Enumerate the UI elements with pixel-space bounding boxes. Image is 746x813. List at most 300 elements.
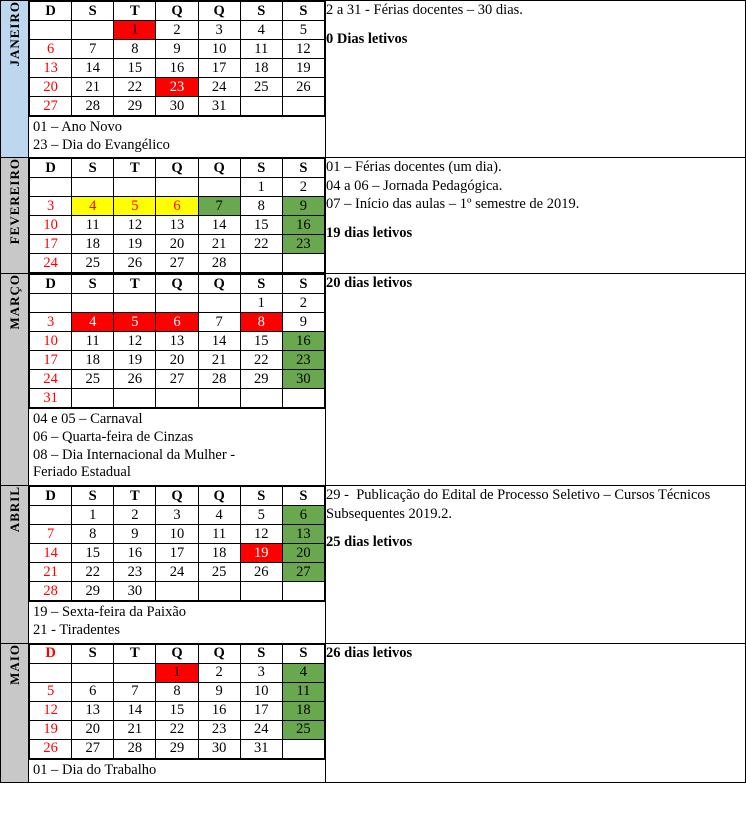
- weekday-header-0: D: [30, 2, 72, 21]
- day-cell[interactable]: 1: [114, 21, 156, 40]
- day-cell[interactable]: 7: [30, 525, 72, 544]
- day-cell[interactable]: 22: [114, 78, 156, 97]
- weekday-header-5: S: [240, 2, 282, 21]
- day-cell[interactable]: 28: [30, 582, 72, 601]
- day-cell[interactable]: 11: [72, 332, 114, 351]
- day-cell[interactable]: 10: [240, 682, 282, 701]
- day-cell[interactable]: 21: [30, 563, 72, 582]
- day-cell[interactable]: 17: [30, 351, 72, 370]
- day-cell-empty: [30, 178, 72, 197]
- day-cell[interactable]: 27: [156, 370, 198, 389]
- day-cell[interactable]: 25: [72, 370, 114, 389]
- day-cell[interactable]: 14: [30, 544, 72, 563]
- day-cell[interactable]: 26: [114, 254, 156, 273]
- day-cell[interactable]: 5: [30, 682, 72, 701]
- footer-note-line: 01 – Dia do Trabalho: [33, 761, 157, 778]
- weekday-header-4: Q: [198, 644, 240, 663]
- day-cell[interactable]: 22: [240, 235, 282, 254]
- week-row: [30, 351, 325, 370]
- day-cell[interactable]: 26: [30, 739, 72, 758]
- note-line: 2 a 31 - Férias docentes – 30 dias.: [326, 2, 523, 18]
- day-cell[interactable]: 17: [240, 701, 282, 720]
- weekday-header-4: Q: [198, 159, 240, 178]
- day-cell[interactable]: 13: [72, 701, 114, 720]
- day-cell[interactable]: 19: [282, 59, 324, 78]
- day-cell[interactable]: 1: [72, 506, 114, 525]
- day-cell-empty: [198, 389, 240, 408]
- day-cell[interactable]: 14: [72, 59, 114, 78]
- day-cell-empty: [240, 582, 282, 601]
- day-cell[interactable]: 27: [72, 739, 114, 758]
- day-cell[interactable]: 23: [114, 563, 156, 582]
- day-cell[interactable]: 27: [30, 97, 72, 116]
- day-cell[interactable]: 13: [282, 525, 324, 544]
- school-days-count: 25 dias letivos: [326, 534, 413, 551]
- day-cell[interactable]: 3: [156, 506, 198, 525]
- day-cell[interactable]: 24: [30, 254, 72, 273]
- day-cell[interactable]: 20: [30, 78, 72, 97]
- month-label-março: [1, 274, 29, 486]
- day-cell[interactable]: 7: [114, 682, 156, 701]
- day-cell[interactable]: 8: [114, 40, 156, 59]
- day-cell[interactable]: 26: [282, 78, 324, 97]
- month-label-text: ABRIL: [6, 486, 22, 533]
- day-cell[interactable]: 24: [240, 720, 282, 739]
- day-cell[interactable]: 21: [114, 720, 156, 739]
- day-cell-empty: [282, 254, 324, 273]
- week-row: [30, 739, 325, 758]
- day-cell[interactable]: 16: [114, 544, 156, 563]
- day-cell[interactable]: 26: [240, 563, 282, 582]
- school-days-count: 0 Dias letivos: [326, 30, 408, 47]
- day-cell[interactable]: 9: [156, 40, 198, 59]
- month-row: [1, 274, 746, 486]
- day-cell[interactable]: 27: [156, 254, 198, 273]
- day-cell[interactable]: 1: [240, 178, 282, 197]
- weekday-header-5: S: [240, 644, 282, 663]
- week-row: [30, 663, 325, 682]
- footer-note-line: 23 – Dia do Evangélico: [33, 136, 170, 153]
- note-line: 29 - Publicação do Edital de Processo Seletivo – Cursos Técnicos Subsequentes 2019.2.: [326, 487, 714, 522]
- day-cell[interactable]: 9: [282, 197, 324, 216]
- day-cell[interactable]: 20: [72, 720, 114, 739]
- weekday-header-3: Q: [156, 487, 198, 506]
- day-cell[interactable]: 29: [72, 582, 114, 601]
- day-cell-empty: [198, 178, 240, 197]
- day-cell[interactable]: 12: [30, 701, 72, 720]
- weekday-header-0: D: [30, 644, 72, 663]
- day-cell[interactable]: 6: [282, 506, 324, 525]
- day-cell[interactable]: 7: [198, 313, 240, 332]
- week-row: [30, 216, 325, 235]
- notes-spacer: [326, 523, 745, 533]
- day-cell-empty: [72, 21, 114, 40]
- day-cell[interactable]: 29: [240, 370, 282, 389]
- month-label-text: JANEIRO: [6, 1, 22, 67]
- day-cell-empty: [282, 739, 324, 758]
- weekday-header-2: T: [114, 275, 156, 294]
- weekday-header-4: Q: [198, 275, 240, 294]
- note-line: 01 – Férias docentes (um dia).: [326, 159, 502, 176]
- day-cell[interactable]: 28: [198, 370, 240, 389]
- day-cell-empty: [72, 294, 114, 313]
- week-row: [30, 720, 325, 739]
- week-row: [30, 682, 325, 701]
- day-cell[interactable]: 17: [30, 235, 72, 254]
- weekday-header-2: T: [114, 2, 156, 21]
- day-cell[interactable]: 14: [198, 332, 240, 351]
- day-cell[interactable]: 18: [72, 235, 114, 254]
- day-cell-empty: [30, 21, 72, 40]
- day-cell[interactable]: 17: [156, 544, 198, 563]
- day-cell[interactable]: 25: [72, 254, 114, 273]
- month-grid-cell: [29, 486, 326, 643]
- weekday-header-4: Q: [198, 2, 240, 21]
- day-cell[interactable]: 2: [282, 178, 324, 197]
- day-cell[interactable]: 30: [282, 370, 324, 389]
- day-cell[interactable]: 9: [114, 525, 156, 544]
- weekday-header-row: [30, 2, 325, 21]
- day-cell-empty: [114, 663, 156, 682]
- day-cell[interactable]: 21: [198, 351, 240, 370]
- day-cell[interactable]: 12: [240, 525, 282, 544]
- month-label-janeiro: [1, 1, 29, 158]
- week-row: [30, 544, 325, 563]
- weekday-header-0: D: [30, 275, 72, 294]
- day-cell-empty: [72, 389, 114, 408]
- day-cell[interactable]: 4: [198, 506, 240, 525]
- day-cell[interactable]: 11: [72, 216, 114, 235]
- day-cell[interactable]: 31: [240, 739, 282, 758]
- weekday-header-1: S: [72, 159, 114, 178]
- day-cell[interactable]: 22: [156, 720, 198, 739]
- day-cell-empty: [114, 389, 156, 408]
- week-row: [30, 563, 325, 582]
- day-cell[interactable]: 5: [282, 21, 324, 40]
- month-day-grid: [29, 274, 325, 408]
- month-footer-notes: [29, 408, 325, 485]
- day-cell[interactable]: 16: [156, 59, 198, 78]
- day-cell-empty: [198, 582, 240, 601]
- day-cell-empty: [282, 582, 324, 601]
- day-cell-empty: [240, 254, 282, 273]
- day-cell[interactable]: 2: [198, 663, 240, 682]
- weekday-header-1: S: [72, 644, 114, 663]
- day-cell[interactable]: 5: [114, 197, 156, 216]
- school-days-count: 19 dias letivos: [326, 225, 413, 242]
- day-cell[interactable]: 2: [114, 506, 156, 525]
- day-cell[interactable]: 16: [282, 216, 324, 235]
- day-cell[interactable]: 19: [114, 351, 156, 370]
- weekday-header-6: S: [282, 159, 324, 178]
- day-cell[interactable]: 14: [114, 701, 156, 720]
- day-cell[interactable]: 8: [72, 525, 114, 544]
- day-cell-empty: [72, 663, 114, 682]
- day-cell[interactable]: 10: [156, 525, 198, 544]
- month-label-maio: [1, 643, 29, 783]
- note-line: 04 a 06 – Jornada Pedagógica.: [326, 177, 503, 194]
- day-cell[interactable]: 20: [156, 351, 198, 370]
- week-row: [30, 197, 325, 216]
- month-day-grid: [29, 1, 325, 116]
- day-cell[interactable]: 19: [114, 235, 156, 254]
- day-cell[interactable]: 3: [30, 313, 72, 332]
- day-cell[interactable]: 25: [240, 78, 282, 97]
- week-row: [30, 370, 325, 389]
- month-notes-cell: [326, 643, 746, 783]
- day-cell[interactable]: 30: [114, 582, 156, 601]
- day-cell[interactable]: 28: [72, 97, 114, 116]
- week-row: [30, 178, 325, 197]
- day-cell[interactable]: 15: [72, 544, 114, 563]
- footer-note-line: 21 - Tiradentes: [33, 621, 120, 638]
- day-cell[interactable]: 18: [72, 351, 114, 370]
- day-cell[interactable]: 18: [282, 701, 324, 720]
- weekday-header-6: S: [282, 275, 324, 294]
- footer-note-line: 19 – Sexta-feira da Paixão: [33, 604, 187, 621]
- day-cell[interactable]: 11: [282, 682, 324, 701]
- weekday-header-6: S: [282, 487, 324, 506]
- weekday-header-5: S: [240, 487, 282, 506]
- day-cell[interactable]: 5: [240, 506, 282, 525]
- month-day-grid: [29, 158, 325, 273]
- weekday-header-0: D: [30, 159, 72, 178]
- weekday-header-row: [30, 644, 325, 663]
- day-cell[interactable]: 17: [198, 59, 240, 78]
- day-cell[interactable]: 4: [282, 663, 324, 682]
- day-cell[interactable]: 9: [198, 682, 240, 701]
- day-cell[interactable]: 3: [198, 21, 240, 40]
- notes-spacer: [326, 20, 745, 30]
- day-cell[interactable]: 1: [156, 663, 198, 682]
- footer-note-line: 06 – Quarta-feira de Cinzas: [33, 429, 194, 446]
- day-cell-empty: [114, 178, 156, 197]
- day-cell[interactable]: 27: [282, 563, 324, 582]
- week-row: [30, 313, 325, 332]
- day-cell[interactable]: 19: [30, 720, 72, 739]
- day-cell[interactable]: 11: [198, 525, 240, 544]
- school-days-count: 26 dias letivos: [326, 644, 413, 661]
- day-cell[interactable]: 10: [30, 332, 72, 351]
- day-cell-empty: [198, 294, 240, 313]
- month-row: [1, 486, 746, 643]
- week-row: [30, 294, 325, 313]
- weekday-header-row: [30, 487, 325, 506]
- day-cell[interactable]: 16: [282, 332, 324, 351]
- day-cell[interactable]: 9: [282, 313, 324, 332]
- weekday-header-2: T: [114, 159, 156, 178]
- day-cell[interactable]: 10: [198, 40, 240, 59]
- day-cell[interactable]: 19: [240, 544, 282, 563]
- day-cell-empty: [114, 294, 156, 313]
- day-cell[interactable]: 15: [240, 332, 282, 351]
- day-cell[interactable]: 8: [156, 682, 198, 701]
- day-cell[interactable]: 26: [114, 370, 156, 389]
- day-cell-empty: [30, 506, 72, 525]
- day-cell[interactable]: 16: [198, 701, 240, 720]
- day-cell[interactable]: 10: [30, 216, 72, 235]
- month-row: [1, 158, 746, 274]
- day-cell[interactable]: 25: [282, 720, 324, 739]
- note-line: 07 – Início das aulas – 1º semestre de 2019.: [326, 196, 580, 213]
- day-cell[interactable]: 7: [72, 40, 114, 59]
- day-cell[interactable]: 23: [198, 720, 240, 739]
- weekday-header-6: S: [282, 644, 324, 663]
- month-notes-cell: [326, 1, 746, 158]
- day-cell[interactable]: 2: [156, 21, 198, 40]
- day-cell-empty: [156, 178, 198, 197]
- day-cell[interactable]: 23: [282, 351, 324, 370]
- day-cell[interactable]: 6: [156, 197, 198, 216]
- day-cell[interactable]: 6: [156, 313, 198, 332]
- week-row: [30, 40, 325, 59]
- day-cell[interactable]: 29: [156, 739, 198, 758]
- weekday-header-2: T: [114, 644, 156, 663]
- week-row: [30, 235, 325, 254]
- school-days-count: 20 dias letivos: [326, 275, 413, 292]
- day-cell[interactable]: 13: [156, 332, 198, 351]
- day-cell[interactable]: 22: [240, 351, 282, 370]
- footer-note-line: 08 – Dia Internacional da Mulher -: [33, 446, 236, 463]
- day-cell[interactable]: 21: [72, 78, 114, 97]
- week-row: [30, 506, 325, 525]
- day-cell[interactable]: 30: [198, 739, 240, 758]
- day-cell[interactable]: 18: [198, 544, 240, 563]
- notes-spacer: [326, 214, 745, 224]
- month-day-grid: [29, 644, 325, 759]
- month-label-text: FEVEREIRO: [6, 158, 22, 245]
- week-row: [30, 97, 325, 116]
- day-cell[interactable]: 28: [198, 254, 240, 273]
- day-cell-empty: [72, 178, 114, 197]
- weekday-header-4: Q: [198, 487, 240, 506]
- day-cell[interactable]: 23: [282, 235, 324, 254]
- month-footer-notes: [29, 116, 325, 157]
- day-cell[interactable]: 15: [114, 59, 156, 78]
- day-cell[interactable]: 13: [156, 216, 198, 235]
- weekday-header-0: D: [30, 487, 72, 506]
- day-cell[interactable]: 15: [240, 216, 282, 235]
- day-cell[interactable]: 12: [114, 332, 156, 351]
- day-cell[interactable]: 24: [156, 563, 198, 582]
- day-cell[interactable]: 21: [198, 235, 240, 254]
- weekday-header-1: S: [72, 487, 114, 506]
- day-cell[interactable]: 30: [156, 97, 198, 116]
- day-cell[interactable]: 4: [72, 197, 114, 216]
- day-cell[interactable]: 31: [30, 389, 72, 408]
- day-cell[interactable]: 11: [240, 40, 282, 59]
- day-cell[interactable]: 22: [72, 563, 114, 582]
- day-cell[interactable]: 25: [198, 563, 240, 582]
- day-cell-empty: [282, 389, 324, 408]
- month-row: [1, 1, 746, 158]
- day-cell-empty: [156, 389, 198, 408]
- weekday-header-5: S: [240, 159, 282, 178]
- day-cell[interactable]: 3: [240, 663, 282, 682]
- weekday-header-3: Q: [156, 275, 198, 294]
- day-cell[interactable]: 5: [114, 313, 156, 332]
- month-grid-cell: [29, 643, 326, 783]
- month-grid-cell: [29, 1, 326, 158]
- weekday-header-row: [30, 159, 325, 178]
- day-cell[interactable]: 2: [282, 294, 324, 313]
- day-cell[interactable]: 12: [282, 40, 324, 59]
- month-label-fevereiro: [1, 158, 29, 274]
- footer-note-line: Feriado Estadual: [33, 464, 131, 481]
- day-cell[interactable]: 29: [114, 97, 156, 116]
- day-cell[interactable]: 20: [156, 235, 198, 254]
- footer-note-line: 01 – Ano Novo: [33, 119, 123, 135]
- day-cell[interactable]: 23: [156, 78, 198, 97]
- day-cell-empty: [240, 389, 282, 408]
- weekday-header-6: S: [282, 2, 324, 21]
- day-cell[interactable]: 4: [240, 21, 282, 40]
- week-row: [30, 389, 325, 408]
- day-cell[interactable]: 24: [198, 78, 240, 97]
- weekday-header-2: T: [114, 487, 156, 506]
- month-label-text: MARÇO: [6, 274, 22, 330]
- day-cell[interactable]: 24: [30, 370, 72, 389]
- month-notes-cell: [326, 486, 746, 643]
- day-cell[interactable]: 12: [114, 216, 156, 235]
- day-cell[interactable]: 6: [30, 40, 72, 59]
- month-grid-cell: [29, 158, 326, 274]
- month-label-text: MAIO: [6, 643, 22, 685]
- month-label-abril: [1, 486, 29, 643]
- weekday-header-3: Q: [156, 644, 198, 663]
- day-cell[interactable]: 8: [240, 197, 282, 216]
- day-cell-empty: [156, 294, 198, 313]
- weekday-header-3: Q: [156, 2, 198, 21]
- day-cell[interactable]: 4: [72, 313, 114, 332]
- day-cell[interactable]: 8: [240, 313, 282, 332]
- day-cell-empty: [240, 97, 282, 116]
- weekday-header-3: Q: [156, 159, 198, 178]
- day-cell-empty: [282, 97, 324, 116]
- calendar-body: [1, 1, 746, 783]
- day-cell[interactable]: 31: [198, 97, 240, 116]
- month-row: [1, 643, 746, 783]
- day-cell[interactable]: 1: [240, 294, 282, 313]
- day-cell[interactable]: 7: [198, 197, 240, 216]
- day-cell-empty: [30, 294, 72, 313]
- week-row: [30, 254, 325, 273]
- week-row: [30, 332, 325, 351]
- week-row: [30, 78, 325, 97]
- weekday-header-1: S: [72, 275, 114, 294]
- month-notes-cell: [326, 274, 746, 486]
- day-cell[interactable]: 20: [282, 544, 324, 563]
- day-cell[interactable]: 28: [114, 739, 156, 758]
- day-cell[interactable]: 15: [156, 701, 198, 720]
- day-cell-empty: [30, 663, 72, 682]
- month-footer-notes: [29, 601, 325, 642]
- day-cell-empty: [156, 582, 198, 601]
- week-row: [30, 21, 325, 40]
- day-cell[interactable]: 13: [30, 59, 72, 78]
- week-row: [30, 525, 325, 544]
- month-footer-notes: [29, 759, 325, 783]
- weekday-header-row: [30, 275, 325, 294]
- day-cell[interactable]: 14: [198, 216, 240, 235]
- day-cell[interactable]: 6: [72, 682, 114, 701]
- day-cell[interactable]: 3: [30, 197, 72, 216]
- month-grid-cell: [29, 274, 326, 486]
- week-row: [30, 59, 325, 78]
- day-cell[interactable]: 18: [240, 59, 282, 78]
- weekday-header-1: S: [72, 2, 114, 21]
- month-day-grid: [29, 486, 325, 601]
